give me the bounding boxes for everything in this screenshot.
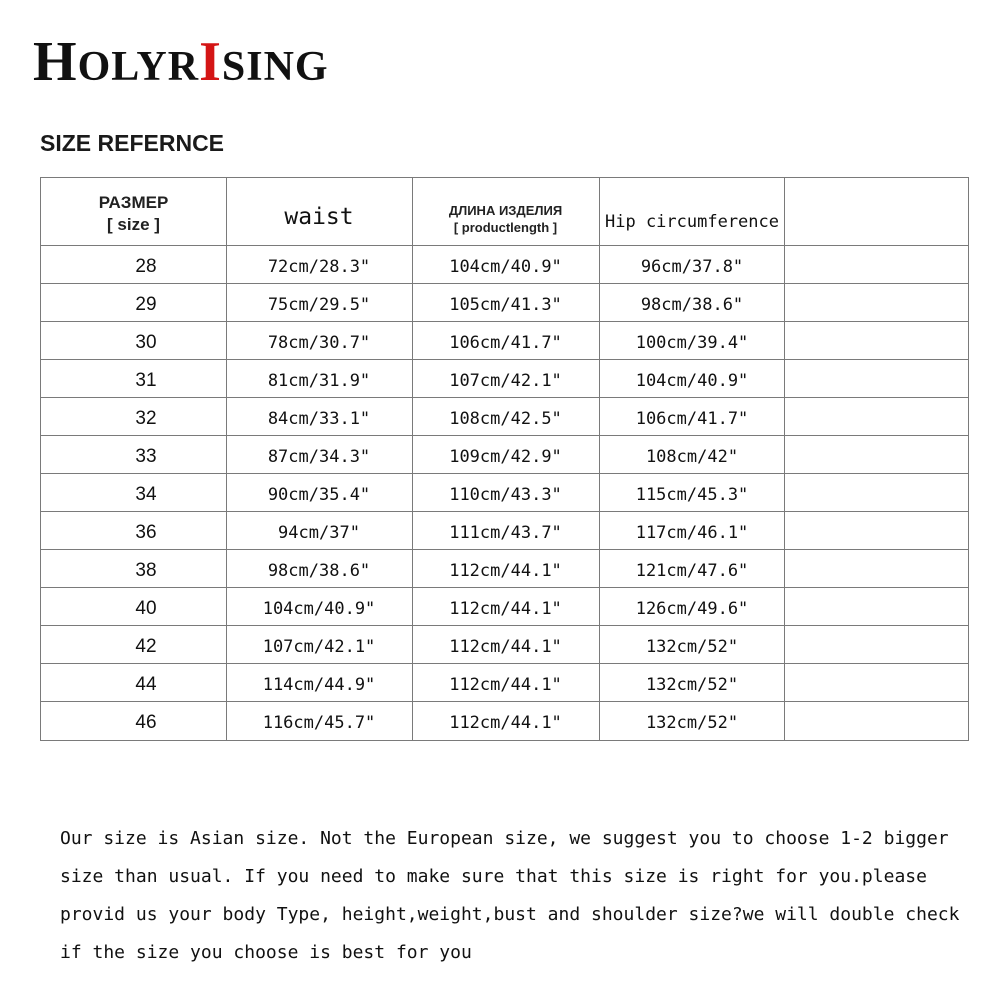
table-row (41, 436, 968, 474)
brand-letters-olyr: OLYR (77, 44, 200, 90)
hip-cell: 108cm/42" (645, 447, 739, 467)
waist-cell: 81cm/31.9" (267, 371, 371, 391)
table-row (41, 588, 968, 626)
hip-cell: 100cm/39.4" (635, 333, 749, 353)
brand-logo (33, 31, 329, 95)
size-cell: 29 (135, 294, 157, 315)
header-waist: waist (284, 204, 354, 230)
size-cell: 32 (135, 408, 157, 429)
table-row (41, 322, 968, 360)
header-length (412, 178, 599, 246)
hip-cell: 132cm/52" (645, 675, 739, 695)
hip-cell: 132cm/52" (645, 713, 739, 733)
table-row (41, 284, 968, 322)
length-cell: 112cm/44.1" (449, 561, 562, 581)
table-body (41, 246, 968, 740)
brand-letter-i: I (199, 31, 222, 93)
table-row (41, 246, 968, 284)
size-cell: 40 (135, 598, 157, 619)
size-cell: 46 (135, 712, 157, 733)
waist-cell: 78cm/30.7" (267, 333, 371, 353)
size-cell: 44 (135, 674, 157, 695)
length-cell: 104cm/40.9" (449, 257, 562, 277)
table-row (41, 664, 968, 702)
header-length-en: [ productlength ] (453, 220, 558, 235)
size-cell: 36 (135, 522, 157, 543)
length-cell: 106cm/41.7" (449, 333, 562, 353)
waist-cell: 94cm/37" (278, 523, 360, 543)
hip-cell: 132cm/52" (645, 637, 739, 657)
table-row (41, 474, 968, 512)
header-hip: Hip circumference (605, 212, 779, 232)
table-row (41, 398, 968, 436)
length-cell: 108cm/42.5" (449, 409, 562, 429)
table-header-row (41, 178, 968, 246)
hip-cell: 117cm/46.1" (635, 523, 749, 543)
waist-cell: 90cm/35.4" (267, 485, 371, 505)
length-cell: 107cm/42.1" (449, 371, 562, 391)
table-row (41, 550, 968, 588)
waist-cell: 107cm/42.1" (262, 637, 376, 657)
brand-letters-sing: SING (221, 44, 329, 90)
table-row (41, 626, 968, 664)
size-cell: 33 (135, 446, 157, 467)
header-length-ru: ДЛИНА ИЗДЕЛИЯ (448, 203, 563, 218)
table-row (41, 360, 968, 398)
waist-cell: 98cm/38.6" (267, 561, 371, 581)
length-cell: 112cm/44.1" (449, 637, 562, 657)
hip-cell: 98cm/38.6" (640, 295, 744, 315)
waist-cell: 87cm/34.3" (267, 447, 371, 467)
length-cell: 112cm/44.1" (449, 675, 562, 695)
brand-letter-h: H (33, 31, 78, 93)
header-size-en: [ size ] (107, 215, 160, 234)
hip-cell: 106cm/41.7" (635, 409, 749, 429)
size-cell: 38 (135, 560, 157, 581)
header-size (41, 178, 226, 246)
size-cell: 28 (135, 256, 157, 277)
length-cell: 112cm/44.1" (449, 713, 562, 733)
hip-cell: 104cm/40.9" (635, 371, 749, 391)
waist-cell: 75cm/29.5" (267, 295, 371, 315)
page-heading: SIZE REFERNCE (40, 130, 225, 156)
length-cell: 111cm/43.7" (449, 523, 562, 543)
hip-cell: 126cm/49.6" (635, 599, 749, 619)
size-cell: 30 (135, 332, 157, 353)
size-table (40, 177, 969, 741)
hip-cell: 121cm/47.6" (635, 561, 749, 581)
size-cell: 34 (135, 484, 157, 505)
length-cell: 105cm/41.3" (449, 295, 562, 315)
table-row (41, 702, 968, 740)
size-cell: 31 (135, 370, 157, 391)
waist-cell: 114cm/44.9" (262, 675, 376, 695)
waist-cell: 72cm/28.3" (267, 257, 371, 277)
length-cell: 112cm/44.1" (449, 599, 562, 619)
column-divider (226, 178, 227, 740)
header-size-ru: РАЗМЕР (98, 193, 169, 212)
column-divider (412, 178, 413, 740)
column-divider (784, 178, 785, 740)
size-note: Our size is Asian size. Not the European size, we suggest you to choose 1-2 bigger size than usual. If you need to make sure that this size is right for you.please provid us your body Type, height,weight,bust and shoulder size?we will double check if the size you choose is best for you (60, 828, 960, 963)
waist-cell: 84cm/33.1" (267, 409, 371, 429)
size-cell: 42 (135, 636, 157, 657)
waist-cell: 116cm/45.7" (262, 713, 376, 733)
hip-cell: 96cm/37.8" (640, 257, 744, 277)
table-row (41, 512, 968, 550)
waist-cell: 104cm/40.9" (262, 599, 376, 619)
hip-cell: 115cm/45.3" (635, 485, 749, 505)
length-cell: 110cm/43.3" (449, 485, 562, 505)
length-cell: 109cm/42.9" (449, 447, 562, 467)
column-divider (599, 178, 600, 740)
